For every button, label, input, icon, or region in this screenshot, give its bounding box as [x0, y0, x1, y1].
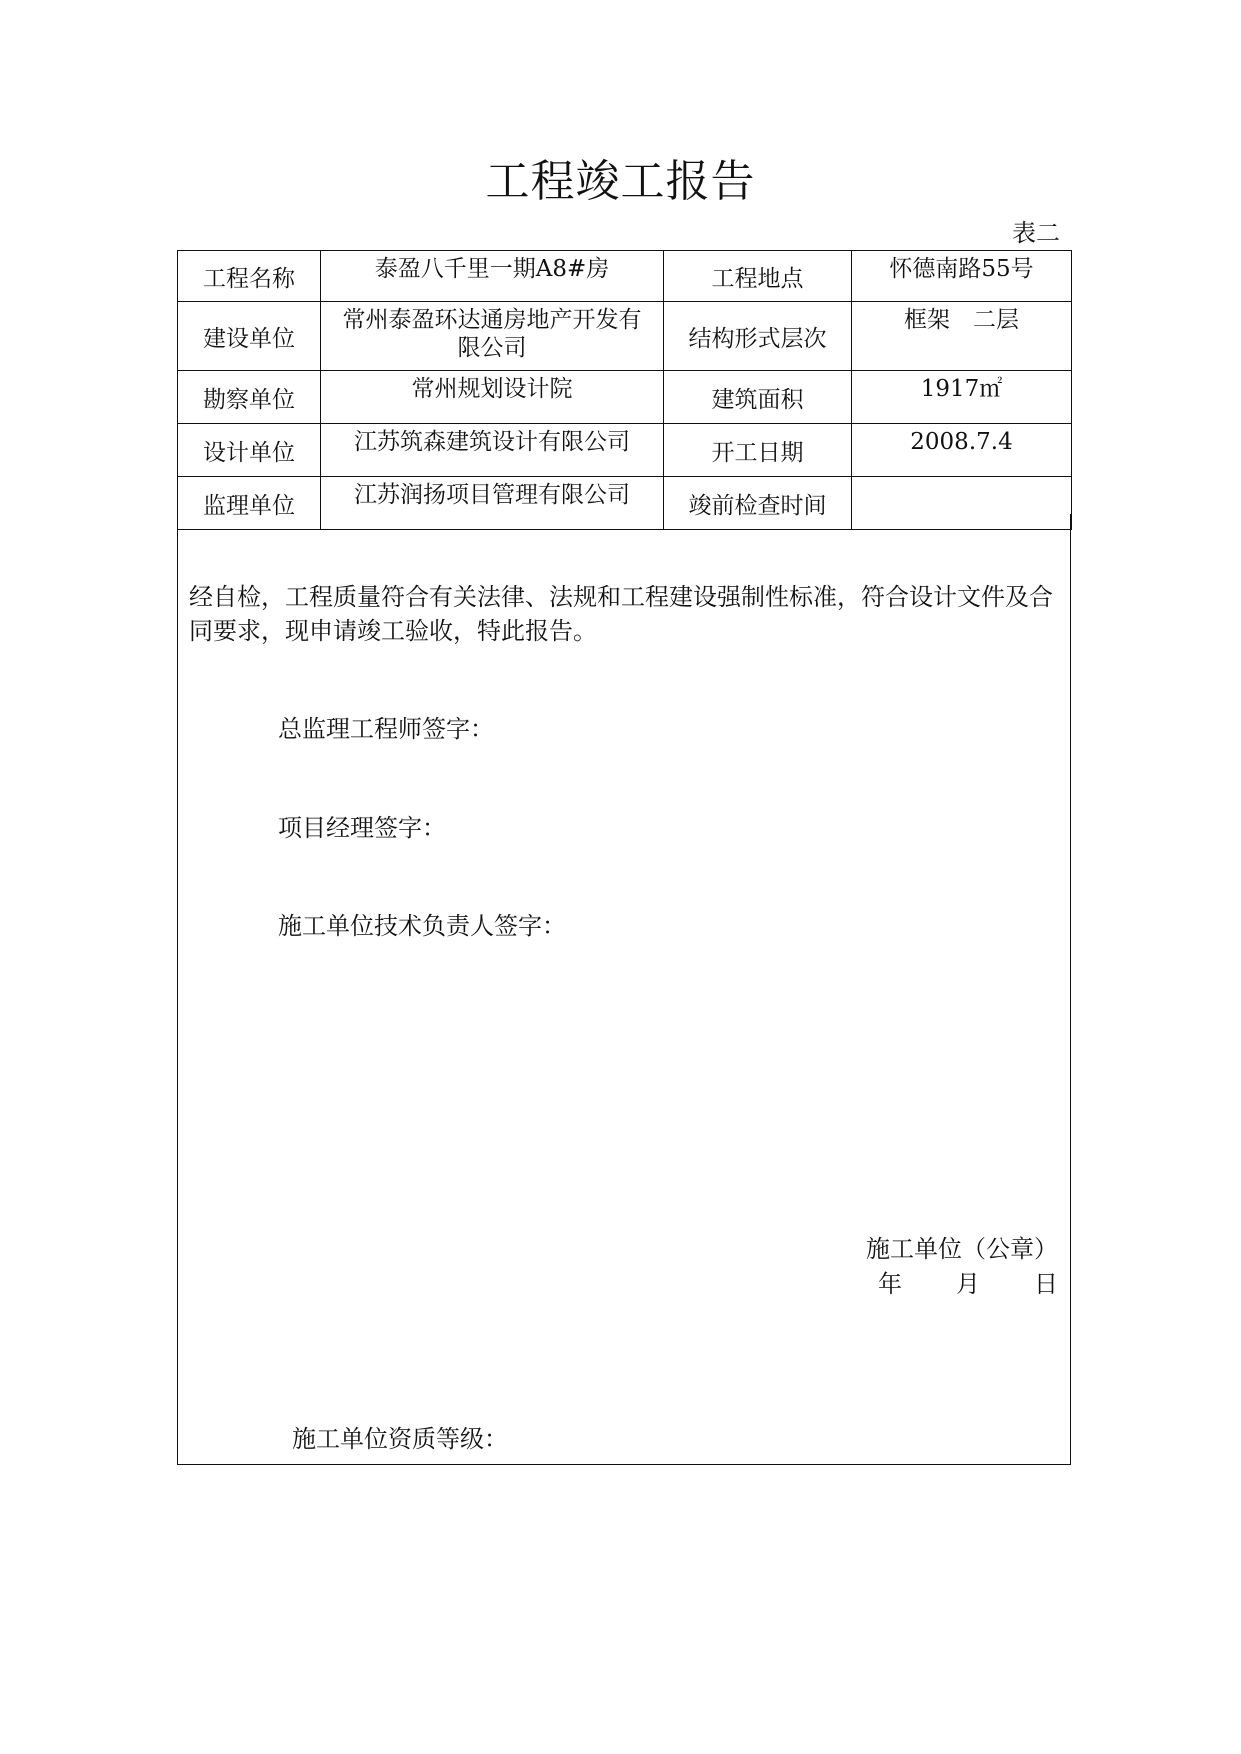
date-month-label: 月 — [956, 1270, 980, 1298]
value-start-date: 2008.7.4 — [852, 424, 1072, 477]
value-structure-type: 框架 二层 — [852, 302, 1072, 371]
declaration-box — [177, 514, 1071, 1465]
value-building-area: 1917㎡ — [852, 371, 1072, 424]
label-structure-type: 结构形式层次 — [664, 302, 852, 371]
project-manager-signature-label: 项目经理签字： — [278, 814, 446, 842]
value-project-location: 怀德南路55号 — [852, 251, 1072, 302]
table-row-construction-unit — [178, 302, 1072, 371]
official-seal-label: 施工单位（公章） — [866, 1235, 1058, 1263]
technical-lead-signature-label: 施工单位技术负责人签字： — [278, 912, 566, 940]
table-row-design-unit — [178, 424, 1072, 477]
label-pre-inspection-time: 竣前检查时间 — [664, 477, 852, 530]
label-survey-unit: 勘察单位 — [178, 371, 321, 424]
label-design-unit: 设计单位 — [178, 424, 321, 477]
date-day-label: 日 — [1034, 1270, 1058, 1298]
value-survey-unit: 常州规划设计院 — [321, 371, 664, 424]
qualification-grade-label: 施工单位资质等级： — [292, 1425, 508, 1453]
value-design-unit: 江苏筑森建筑设计有限公司 — [321, 424, 664, 477]
label-start-date: 开工日期 — [664, 424, 852, 477]
value-project-name: 泰盈八千里一期A8#房 — [321, 251, 664, 302]
date-line — [878, 1269, 1058, 1299]
date-year-label: 年 — [878, 1270, 902, 1298]
value-construction-unit: 常州泰盈环达通房地产开发有限公司 — [321, 302, 664, 371]
label-supervision-unit: 监理单位 — [178, 477, 321, 530]
table-row-project-name — [178, 251, 1072, 302]
label-construction-unit: 建设单位 — [178, 302, 321, 371]
label-project-name: 工程名称 — [178, 251, 321, 302]
table-row-survey-unit — [178, 371, 1072, 424]
value-supervision-unit: 江苏润扬项目管理有限公司 — [321, 477, 664, 530]
self-inspection-statement: 经自检，工程质量符合有关法律、法规和工程建设强制性标准，符合设计文件及合同要求，现申请竣工验收，特此报告。 — [189, 583, 1053, 645]
chief-supervisor-signature-label: 总监理工程师签字： — [278, 715, 494, 743]
label-building-area: 建筑面积 — [664, 371, 852, 424]
label-project-location: 工程地点 — [664, 251, 852, 302]
project-info-table — [177, 250, 1072, 530]
form-number-tag: 表二 — [1012, 219, 1060, 247]
document-title: 工程竣工报告 — [485, 156, 756, 207]
